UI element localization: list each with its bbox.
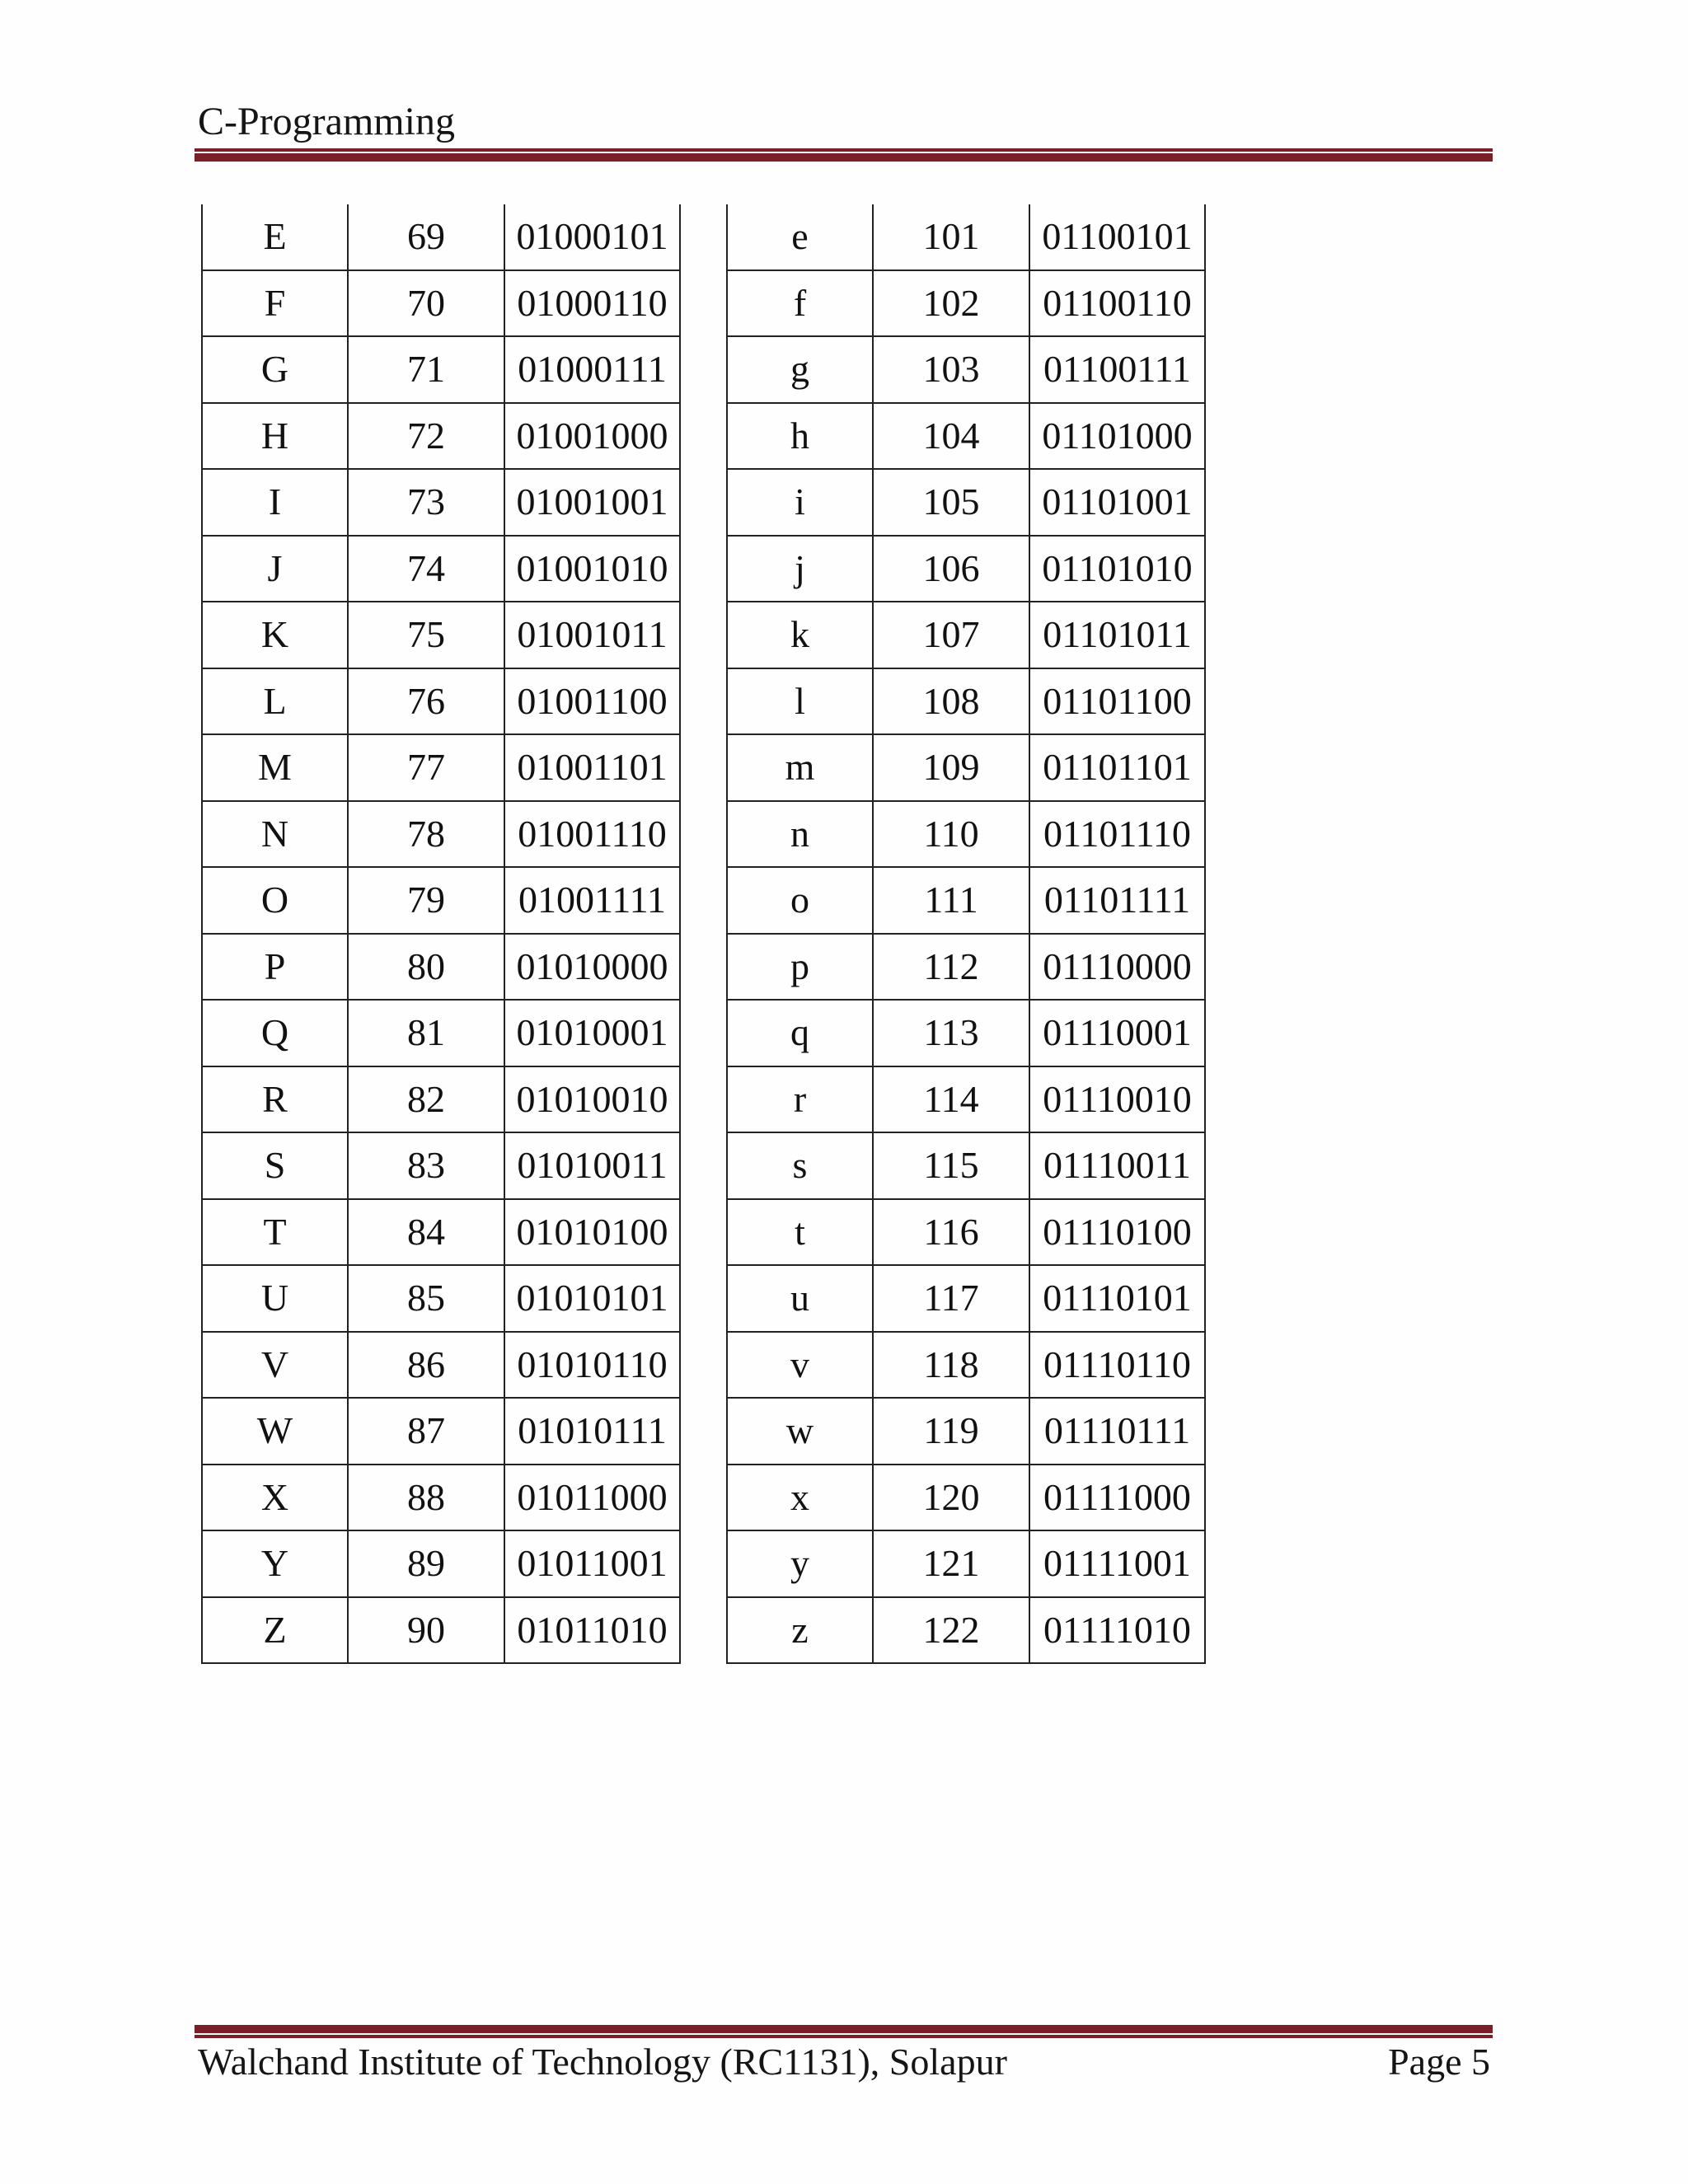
binary-cell: 01010110: [504, 1332, 680, 1399]
table-row: [202, 934, 680, 1001]
table-row: [202, 270, 680, 337]
decimal-cell: 73: [348, 469, 504, 536]
decimal-cell: 70: [348, 270, 504, 337]
character-cell: w: [727, 1398, 873, 1465]
table-row: [727, 602, 1205, 668]
uppercase-ascii-table: [201, 204, 681, 1664]
decimal-cell: 85: [348, 1265, 504, 1332]
binary-cell: 01101011: [1029, 602, 1205, 668]
character-cell: k: [727, 602, 873, 668]
character-cell: E: [202, 204, 348, 270]
table-row: [727, 1000, 1205, 1066]
table-row: [202, 1132, 680, 1199]
decimal-cell: 115: [873, 1132, 1029, 1199]
binary-cell: 01010111: [504, 1398, 680, 1465]
character-cell: J: [202, 536, 348, 602]
binary-cell: 01110001: [1029, 1000, 1205, 1066]
decimal-cell: 76: [348, 668, 504, 735]
character-cell: u: [727, 1265, 873, 1332]
decimal-cell: 77: [348, 734, 504, 801]
decimal-cell: 107: [873, 602, 1029, 668]
binary-cell: 01100110: [1029, 270, 1205, 337]
character-cell: s: [727, 1132, 873, 1199]
table-row: [727, 1265, 1205, 1332]
binary-cell: 01111010: [1029, 1597, 1205, 1664]
character-cell: U: [202, 1265, 348, 1332]
binary-cell: 01000110: [504, 270, 680, 337]
table-row: [202, 204, 680, 270]
table-row: [727, 1597, 1205, 1664]
lowercase-ascii-table: [726, 204, 1206, 1664]
character-cell: M: [202, 734, 348, 801]
character-cell: p: [727, 934, 873, 1001]
table-row: [727, 1066, 1205, 1133]
table-row: [727, 1132, 1205, 1199]
character-cell: W: [202, 1398, 348, 1465]
character-cell: o: [727, 867, 873, 934]
binary-cell: 01100111: [1029, 336, 1205, 403]
decimal-cell: 79: [348, 867, 504, 934]
character-cell: L: [202, 668, 348, 735]
table-row: [727, 403, 1205, 470]
decimal-cell: 105: [873, 469, 1029, 536]
table-row: [727, 867, 1205, 934]
table-row: [202, 1398, 680, 1465]
binary-cell: 01111001: [1029, 1530, 1205, 1597]
table-row: [727, 1530, 1205, 1597]
binary-cell: 01010000: [504, 934, 680, 1001]
binary-cell: 01010010: [504, 1066, 680, 1133]
table-row: [727, 1398, 1205, 1465]
character-cell: x: [727, 1465, 873, 1531]
table-row: [202, 602, 680, 668]
decimal-cell: 83: [348, 1132, 504, 1199]
character-cell: j: [727, 536, 873, 602]
character-cell: q: [727, 1000, 873, 1066]
table-row: [727, 336, 1205, 403]
binary-cell: 01001011: [504, 602, 680, 668]
table-row: [202, 536, 680, 602]
table-row: [202, 403, 680, 470]
binary-cell: 01001100: [504, 668, 680, 735]
decimal-cell: 106: [873, 536, 1029, 602]
binary-cell: 01010011: [504, 1132, 680, 1199]
character-cell: Q: [202, 1000, 348, 1066]
binary-cell: 01001000: [504, 403, 680, 470]
decimal-cell: 84: [348, 1199, 504, 1266]
table-row: [202, 469, 680, 536]
character-cell: K: [202, 602, 348, 668]
binary-cell: 01101101: [1029, 734, 1205, 801]
header-rule-thick: [195, 153, 1493, 162]
decimal-cell: 90: [348, 1597, 504, 1664]
decimal-cell: 102: [873, 270, 1029, 337]
decimal-cell: 74: [348, 536, 504, 602]
binary-cell: 01110111: [1029, 1398, 1205, 1465]
binary-cell: 01101100: [1029, 668, 1205, 735]
decimal-cell: 122: [873, 1597, 1029, 1664]
binary-cell: 01001111: [504, 867, 680, 934]
decimal-cell: 101: [873, 204, 1029, 270]
header-rule-thin: [195, 148, 1493, 152]
decimal-cell: 108: [873, 668, 1029, 735]
character-cell: i: [727, 469, 873, 536]
character-cell: T: [202, 1199, 348, 1266]
footer-institute: Walchand Institute of Technology (RC1131), Solapur: [198, 2041, 1007, 2083]
table-row: [727, 1199, 1205, 1266]
table-row: [727, 536, 1205, 602]
table-row: [202, 1000, 680, 1066]
binary-cell: 01001001: [504, 469, 680, 536]
decimal-cell: 88: [348, 1465, 504, 1531]
character-cell: P: [202, 934, 348, 1001]
binary-cell: 01101110: [1029, 801, 1205, 868]
decimal-cell: 120: [873, 1465, 1029, 1531]
table-row: [202, 867, 680, 934]
table-row: [727, 469, 1205, 536]
table-row: [202, 1465, 680, 1531]
binary-cell: 01101111: [1029, 867, 1205, 934]
character-cell: h: [727, 403, 873, 470]
decimal-cell: 113: [873, 1000, 1029, 1066]
decimal-cell: 109: [873, 734, 1029, 801]
table-row: [727, 801, 1205, 868]
decimal-cell: 103: [873, 336, 1029, 403]
binary-cell: 01110000: [1029, 934, 1205, 1001]
decimal-cell: 72: [348, 403, 504, 470]
binary-cell: 01110101: [1029, 1265, 1205, 1332]
footer-page-number: Page 5: [1388, 2041, 1490, 2083]
table-row: [727, 668, 1205, 735]
decimal-cell: 81: [348, 1000, 504, 1066]
table-row: [202, 1066, 680, 1133]
character-cell: N: [202, 801, 348, 868]
table-row: [202, 801, 680, 868]
decimal-cell: 104: [873, 403, 1029, 470]
binary-cell: 01000111: [504, 336, 680, 403]
character-cell: l: [727, 668, 873, 735]
binary-cell: 01011001: [504, 1530, 680, 1597]
character-cell: v: [727, 1332, 873, 1399]
decimal-cell: 121: [873, 1530, 1029, 1597]
table-row: [202, 336, 680, 403]
decimal-cell: 86: [348, 1332, 504, 1399]
character-cell: X: [202, 1465, 348, 1531]
character-cell: n: [727, 801, 873, 868]
binary-cell: 01001010: [504, 536, 680, 602]
decimal-cell: 71: [348, 336, 504, 403]
binary-cell: 01111000: [1029, 1465, 1205, 1531]
binary-cell: 01011010: [504, 1597, 680, 1664]
decimal-cell: 116: [873, 1199, 1029, 1266]
decimal-cell: 80: [348, 934, 504, 1001]
decimal-cell: 87: [348, 1398, 504, 1465]
decimal-cell: 78: [348, 801, 504, 868]
binary-cell: 01101010: [1029, 536, 1205, 602]
character-cell: H: [202, 403, 348, 470]
page-header-title: C-Programming: [198, 100, 455, 143]
character-cell: m: [727, 734, 873, 801]
character-cell: F: [202, 270, 348, 337]
binary-cell: 01101000: [1029, 403, 1205, 470]
table-row: [727, 934, 1205, 1001]
decimal-cell: 117: [873, 1265, 1029, 1332]
character-cell: t: [727, 1199, 873, 1266]
binary-cell: 01001110: [504, 801, 680, 868]
decimal-cell: 82: [348, 1066, 504, 1133]
character-cell: R: [202, 1066, 348, 1133]
binary-cell: 01101001: [1029, 469, 1205, 536]
character-cell: y: [727, 1530, 873, 1597]
character-cell: S: [202, 1132, 348, 1199]
decimal-cell: 69: [348, 204, 504, 270]
character-cell: Z: [202, 1597, 348, 1664]
character-cell: e: [727, 204, 873, 270]
character-cell: V: [202, 1332, 348, 1399]
table-row: [727, 734, 1205, 801]
uppercase-table-body: [202, 204, 680, 1663]
binary-cell: 01010100: [504, 1199, 680, 1266]
table-row: [727, 204, 1205, 270]
table-row: [727, 1332, 1205, 1399]
decimal-cell: 111: [873, 867, 1029, 934]
lowercase-table-body: [727, 204, 1205, 1663]
footer-rule-thick: [195, 2025, 1493, 2033]
binary-cell: 01100101: [1029, 204, 1205, 270]
character-cell: z: [727, 1597, 873, 1664]
table-row: [202, 668, 680, 735]
decimal-cell: 89: [348, 1530, 504, 1597]
character-cell: f: [727, 270, 873, 337]
character-cell: Y: [202, 1530, 348, 1597]
table-row: [202, 1597, 680, 1664]
decimal-cell: 75: [348, 602, 504, 668]
binary-cell: 01010101: [504, 1265, 680, 1332]
table-row: [202, 734, 680, 801]
decimal-cell: 112: [873, 934, 1029, 1001]
decimal-cell: 114: [873, 1066, 1029, 1133]
character-cell: O: [202, 867, 348, 934]
character-cell: I: [202, 469, 348, 536]
table-row: [727, 270, 1205, 337]
character-cell: r: [727, 1066, 873, 1133]
table-row: [727, 1465, 1205, 1531]
character-cell: G: [202, 336, 348, 403]
decimal-cell: 110: [873, 801, 1029, 868]
binary-cell: 01110110: [1029, 1332, 1205, 1399]
table-row: [202, 1265, 680, 1332]
binary-cell: 01011000: [504, 1465, 680, 1531]
decimal-cell: 118: [873, 1332, 1029, 1399]
binary-cell: 01110100: [1029, 1199, 1205, 1266]
binary-cell: 01110010: [1029, 1066, 1205, 1133]
binary-cell: 01110011: [1029, 1132, 1205, 1199]
binary-cell: 01010001: [504, 1000, 680, 1066]
binary-cell: 01001101: [504, 734, 680, 801]
decimal-cell: 119: [873, 1398, 1029, 1465]
table-row: [202, 1199, 680, 1266]
table-row: [202, 1530, 680, 1597]
table-row: [202, 1332, 680, 1399]
binary-cell: 01000101: [504, 204, 680, 270]
character-cell: g: [727, 336, 873, 403]
